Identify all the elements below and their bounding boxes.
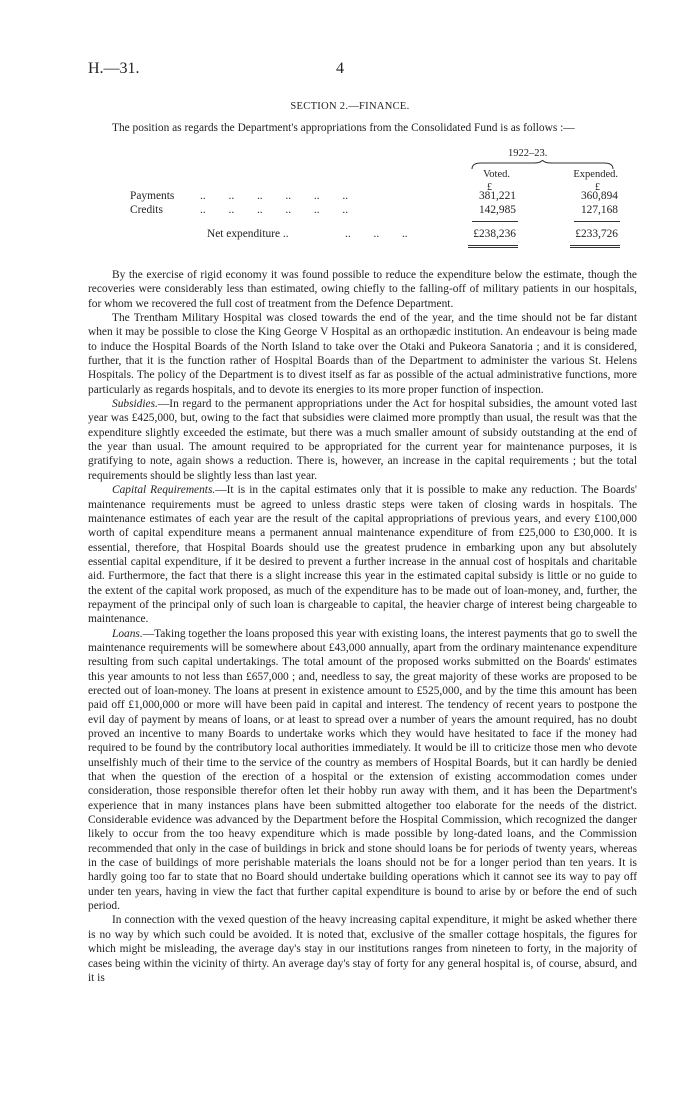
total-row bbox=[88, 228, 637, 242]
capital-requirements-heading: Capital Requirements. bbox=[112, 484, 216, 497]
page-number: 4 bbox=[336, 60, 344, 77]
paragraph-subsidies bbox=[88, 397, 637, 483]
intro-paragraph: The position as regards the Department's appropriations from the Consolidated Fund is as follows :— bbox=[112, 122, 575, 134]
column-header-expended: Expended. bbox=[573, 169, 618, 180]
loans-text: —Taking together the loans proposed this year with existing loans, the interest payments that go to swell the maintenance requirements will be somewhere about £43,000 annually, apart from the ordinary maintenance expenditure resulting from such capital undertakings. The total amount of the proposed works submitted on the Boards' estimates this year amounts to not less than £657,000 ; and, needless to say, the great majority of these works are proposed to be erected out of loan-money. The loans at present in existence amount to £525,000, and by the time this amount has been paid off £1,000,000 or more will have been paid in capital and interest. The tendency of recent years to postpone the evil day of payment by means of loans, or at least to spread over a number of years the amount required, has no doubt proved an incentive to many Boards to undertake works which they would have hesitated to face if the money had required to be found by the contributory local authorities immediately. It would be ill to criticize those men who devote unselfishly much of their time to the service of the country as members of Hospital Boards, but it can hardly be denied that when the question of the erection of a hospital or the extension of existing accommodation comes under consideration, those responsible therefor often let their hobby run away with them, and it has been the Department's experience that in many instances plans have been submitted altogether too elaborate for the needs of the district. Considerable evidence was advanced by the Department before the Hospital Commission, which recognized the danger likely to occur from the too heavy expenditure which is made possible by long-dated loans, and the Commission recommended that only in the case of buildings in brick and stone should loans be for periods of twenty years, whereas in the case of buildings of more perishable materials the loans should not be for a longer period than ten years. It is hardly going too far to state that no Board should undertake building operations which it cannot see its way to pay off under ten years, having in view the fact that further capital expenditure is bound to arise by or before the end of such period. bbox=[88, 627, 637, 913]
total-expended-value: £233,726 bbox=[575, 228, 618, 240]
total-double-rule bbox=[468, 245, 518, 246]
page-header bbox=[88, 60, 637, 82]
total-double-rule bbox=[468, 247, 518, 248]
total-double-rule bbox=[570, 247, 620, 248]
unit-voted: £ bbox=[487, 182, 492, 193]
voted-value: 142,985 bbox=[478, 204, 516, 216]
paragraph-trentham: The Trentham Military Hospital was closed towards the end of the year, and the time should not be far distant when it may be possible to close the King George V Hospital as an orthopædic institution. An endeavour is being made to induce the Hospital Boards of the North Island to take over the Otaki and Pukeora Sanatoria ; and it is considered, further, that it is the function rather of Hospital Boards than of the Department to administer the various St. Helens Hospitals. The policy of the Department is to divest itself as far as possible of the actual administrative functions, more particularly as regards hospitals, and to devote its energies to its more proper function of inspection. bbox=[88, 312, 637, 396]
subtotal-rule bbox=[472, 221, 518, 222]
body-text bbox=[88, 268, 637, 985]
paragraph-capital-expenditure: In connection with the vexed question of the heavy increasing capital expenditure, it might be asked whether there is no way by which such could be avoided. It is noted that, exclusive of the smaller cottage hospitals, the figures for which might be misleading, the average day's stay in our institutions ranges from nineteen to forty, in the majority of cases being within the vicinity of thirty. An average day's stay of forty for any general hospital is, of course, absurd, and it is bbox=[88, 914, 637, 984]
total-double-rule bbox=[570, 245, 620, 246]
finance-table bbox=[88, 148, 637, 258]
expended-value: 127,168 bbox=[580, 204, 618, 216]
unit-expended: £ bbox=[595, 182, 600, 193]
subsidies-heading: Subsidies. bbox=[112, 398, 158, 411]
total-voted-value: £238,236 bbox=[473, 228, 516, 240]
section-title: SECTION 2.—FINANCE. bbox=[290, 101, 410, 112]
paragraph-economy: By the exercise of rigid economy it was found possible to reduce the expenditure below the estimate, though the recoveries were considerably less than estimated, owing chiefly to the falling-off of military patients in our hospitals, for whom we recovered the full cost of treatment from the Defence Department. bbox=[88, 269, 637, 310]
paragraph-capital-requirements bbox=[88, 483, 637, 626]
leader-dots: .. .. .. bbox=[345, 228, 408, 240]
table-row bbox=[88, 204, 637, 218]
paragraph-loans bbox=[88, 627, 637, 914]
leader-dots: .. .. .. .. .. .. bbox=[200, 190, 349, 202]
document-code: H.—31. bbox=[88, 60, 140, 77]
subsidies-text: —In regard to the permanent appropriations under the Act for hospital subsidies, the amount voted last year was £425,000, but, owing to the fact that subsidies were claimed more promptly than usual, the result was that the expenditure slightly exceeded the estimate, but there was a much smaller amount of subsidy outstanding at the end of the year than usual. The amount required to be appropriated for the current year for maintenance purposes, it is gratifying to note, again shows a reduction. There is, however, an increase in the capital requirements ; but the total requirements should be slightly less than last year. bbox=[88, 398, 637, 482]
row-label: Payments bbox=[130, 190, 175, 202]
row-label: Credits bbox=[130, 204, 163, 216]
table-row bbox=[88, 190, 637, 204]
expended-value: 360,894 bbox=[580, 190, 618, 202]
column-header-voted: Voted. bbox=[483, 169, 510, 180]
subtotal-rule bbox=[574, 221, 620, 222]
year-label: 1922–23. bbox=[508, 148, 548, 159]
total-label: Net expenditure .. bbox=[207, 228, 289, 240]
voted-value: 381,221 bbox=[478, 190, 516, 202]
loans-heading: Loans. bbox=[112, 627, 143, 640]
capital-requirements-text: —It is in the capital estimates only that it is possible to make any reduction. The Boards' maintenance requirements must be agreed to unless drastic steps were taken of closing wards in hospitals. The maintenance estimates of each year are the result of the capital appropriations of previous years, and every £100,000 worth of capital expenditure means a permanent annual maintenance expenditure of from £25,000 to £30,000. It is essential, therefore, that Hospital Boards should use the greatest prudence in embarking upon any but absolutely essential capital expenditure, if it be desired to prevent a further increase in the annual cost of hospitals and charitable aid. Furthermore, the fact that there is a slight increase this year in the estimated capital subsidy is little or no guide to the extent of the capital work proposed, as much of the expenditure has to be made out of loan-money, and, further, the repayment of the principal only of such loan is chargeable to capital, the heavier charge of interest being chargeable to maintenance. bbox=[88, 484, 637, 626]
leader-dots: .. .. .. .. .. .. bbox=[200, 204, 349, 216]
